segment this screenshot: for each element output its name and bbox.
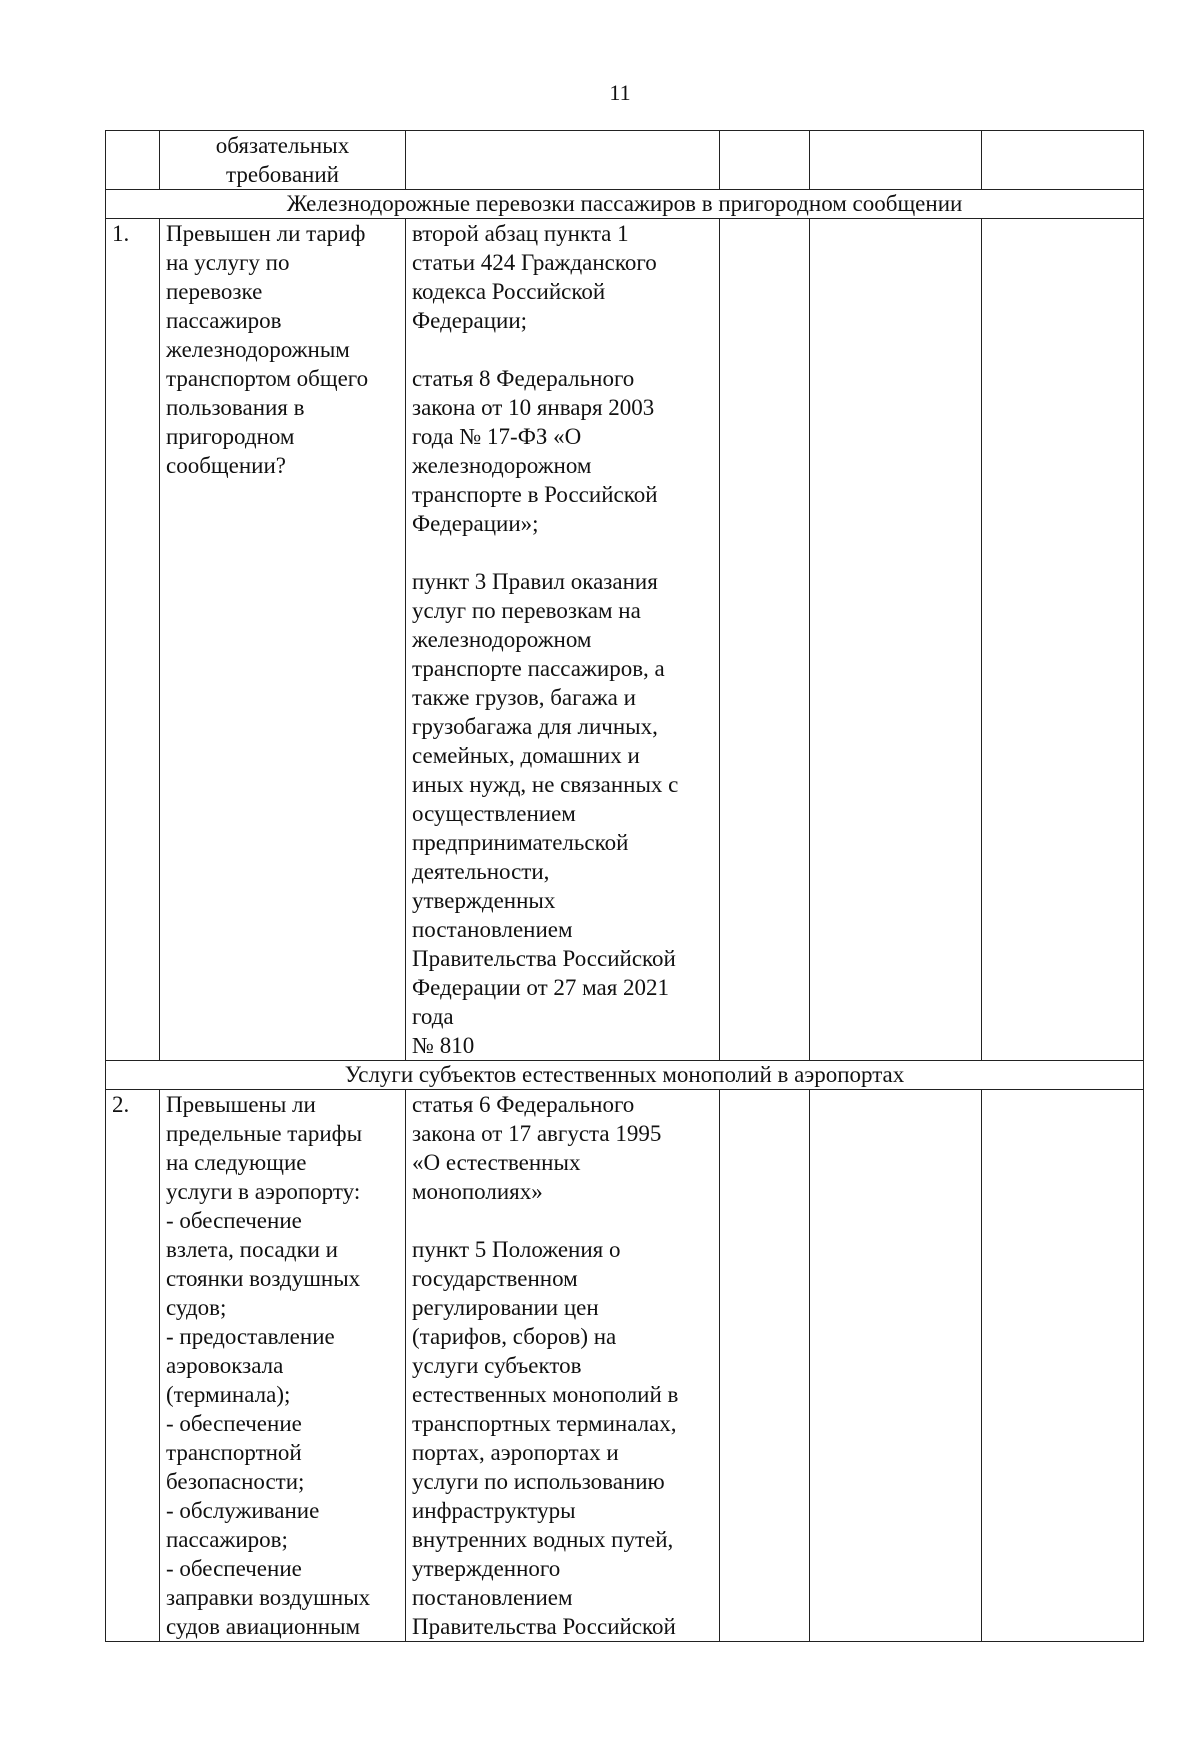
legal-basis-line: Федерации;: [412, 308, 528, 333]
empty-cell: [982, 131, 1144, 190]
legal-basis-line: транспортных терминалах,: [412, 1411, 677, 1436]
question-line: услуги в аэропорту:: [166, 1179, 361, 1204]
question-line: обязательных: [215, 133, 350, 158]
legal-basis-line: пункт 5 Положения о: [412, 1237, 621, 1262]
legal-basis-line: кодекса Российской: [412, 279, 606, 304]
row-number: 1.: [106, 219, 160, 1061]
legal-basis-line: статья 6 Федерального: [412, 1092, 635, 1117]
question-line: (терминала);: [166, 1382, 291, 1407]
legal-basis-line: транспорте пассажиров, а: [412, 656, 665, 681]
question-line: перевозке: [166, 279, 263, 304]
basis-cell: [406, 131, 720, 190]
legal-basis-line: утвержденного: [412, 1556, 561, 1581]
question-line: - обеспечение: [166, 1411, 302, 1436]
legal-basis-line: постановлением: [412, 1585, 573, 1610]
question-line: аэровокзала: [166, 1353, 284, 1378]
legal-basis-line: естественных монополий в: [412, 1382, 679, 1407]
empty-cell: [982, 219, 1144, 1061]
legal-basis-line: закона от 17 августа 1995: [412, 1121, 662, 1146]
legal-basis-line: деятельности,: [412, 859, 550, 884]
legal-basis-line: статьи 424 Гражданского: [412, 250, 657, 275]
empty-cell: [720, 1090, 810, 1642]
legal-basis-line: государственном: [412, 1266, 578, 1291]
legal-basis-line: грузобагажа для личных,: [412, 714, 658, 739]
legal-basis-line: закона от 10 января 2003: [412, 395, 655, 420]
legal-basis-line: года № 17-ФЗ «О: [412, 424, 582, 449]
question-cell: [160, 131, 406, 190]
requirement-row: [106, 1090, 1144, 1642]
basis-cell: [406, 219, 720, 1061]
question-cell: [160, 1090, 406, 1642]
legal-basis-line: статья 8 Федерального: [412, 366, 635, 391]
legal-basis-line: регулировании цен: [412, 1295, 599, 1320]
question-line: железнодорожным: [166, 337, 350, 362]
question-line: судов;: [166, 1295, 227, 1320]
question-line: на следующие: [166, 1150, 307, 1175]
section-heading: Железнодорожные перевозки пассажиров в пригородном сообщении: [106, 190, 1144, 219]
empty-cell: [982, 1090, 1144, 1642]
legal-basis-line: семейных, домашних и: [412, 743, 640, 768]
question-line: сообщении?: [166, 453, 286, 478]
legal-basis-line: года: [412, 1004, 454, 1029]
question-line: на услугу по: [166, 250, 290, 275]
question-cell: [160, 219, 406, 1061]
question-line: - обеспечение: [166, 1556, 302, 1581]
question-line: безопасности;: [166, 1469, 305, 1494]
number-cell: [106, 131, 160, 190]
requirements-table: [105, 130, 1144, 1642]
legal-basis-line: Федерации»;: [412, 511, 539, 536]
question-line: стоянки воздушных: [166, 1266, 361, 1291]
row-number: 2.: [106, 1090, 160, 1642]
legal-basis-line: услуги по использованию: [412, 1469, 665, 1494]
legal-basis-line: портах, аэропортах и: [412, 1440, 619, 1465]
section-heading-row: [106, 1061, 1144, 1090]
question-line: пользования в: [166, 395, 305, 420]
legal-basis-line: также грузов, багажа и: [412, 685, 636, 710]
legal-basis-line: внутренних водных путей,: [412, 1527, 674, 1552]
legal-basis-line: услуги субъектов: [412, 1353, 582, 1378]
empty-cell: [810, 1090, 982, 1642]
legal-basis-paragraph: [412, 567, 713, 1060]
question-line: пассажиров: [166, 308, 282, 333]
legal-basis-line: иных нужд, не связанных с: [412, 772, 679, 797]
question-line: транспортной: [166, 1440, 302, 1465]
legal-basis-line: транспорте в Российской: [412, 482, 658, 507]
legal-basis-line: железнодорожном: [412, 627, 592, 652]
requirement-row: [106, 219, 1144, 1061]
legal-basis-line: (тарифов, сборов) на: [412, 1324, 617, 1349]
legal-basis-line: железнодорожном: [412, 453, 592, 478]
legal-basis-line: № 810: [412, 1033, 475, 1058]
legal-basis-line: осуществлением: [412, 801, 576, 826]
legal-basis-paragraph: [412, 1235, 713, 1641]
question-line: пригородном: [166, 424, 295, 449]
continuation-row: [106, 131, 1144, 190]
question-line: транспортом общего: [166, 366, 369, 391]
question-line: - предоставление: [166, 1324, 335, 1349]
legal-basis-line: пункт 3 Правил оказания: [412, 569, 658, 594]
empty-cell: [810, 131, 982, 190]
question-line: Превышен ли тариф: [166, 221, 366, 246]
question-line: Превышены ли: [166, 1092, 316, 1117]
legal-basis-line: утвержденных: [412, 888, 556, 913]
empty-cell: [720, 219, 810, 1061]
legal-basis-paragraph: [412, 364, 713, 538]
question-line: пассажиров;: [166, 1527, 288, 1552]
question-line: предельные тарифы: [166, 1121, 363, 1146]
question-line: судов авиационным: [166, 1614, 361, 1639]
legal-basis-line: «О естественных: [412, 1150, 581, 1175]
legal-basis-line: Федерации от 27 мая 2021: [412, 975, 670, 1000]
question-line: - обслуживание: [166, 1498, 320, 1523]
legal-basis-line: предпринимательской: [412, 830, 629, 855]
question-line: требований: [226, 162, 339, 187]
legal-basis-line: постановлением: [412, 917, 573, 942]
legal-basis-line: услуг по перевозкам на: [412, 598, 641, 623]
basis-cell: [406, 1090, 720, 1642]
legal-basis-line: монополиях»: [412, 1179, 543, 1204]
section-heading: Услуги субъектов естественных монополий в аэропортах: [106, 1061, 1144, 1090]
legal-basis-line: Правительства Российской: [412, 1614, 676, 1639]
empty-cell: [810, 219, 982, 1061]
page-number: 11: [609, 80, 631, 105]
question-line: заправки воздушных: [166, 1585, 371, 1610]
legal-basis-line: инфраструктуры: [412, 1498, 576, 1523]
legal-basis-line: второй абзац пункта 1: [412, 221, 629, 246]
question-line: взлета, посадки и: [166, 1237, 338, 1262]
empty-cell: [720, 131, 810, 190]
question-line: - обеспечение: [166, 1208, 302, 1233]
legal-basis-line: Правительства Российской: [412, 946, 676, 971]
section-heading-row: [106, 190, 1144, 219]
legal-basis-paragraph: [412, 1090, 713, 1206]
legal-basis-paragraph: [412, 219, 713, 335]
